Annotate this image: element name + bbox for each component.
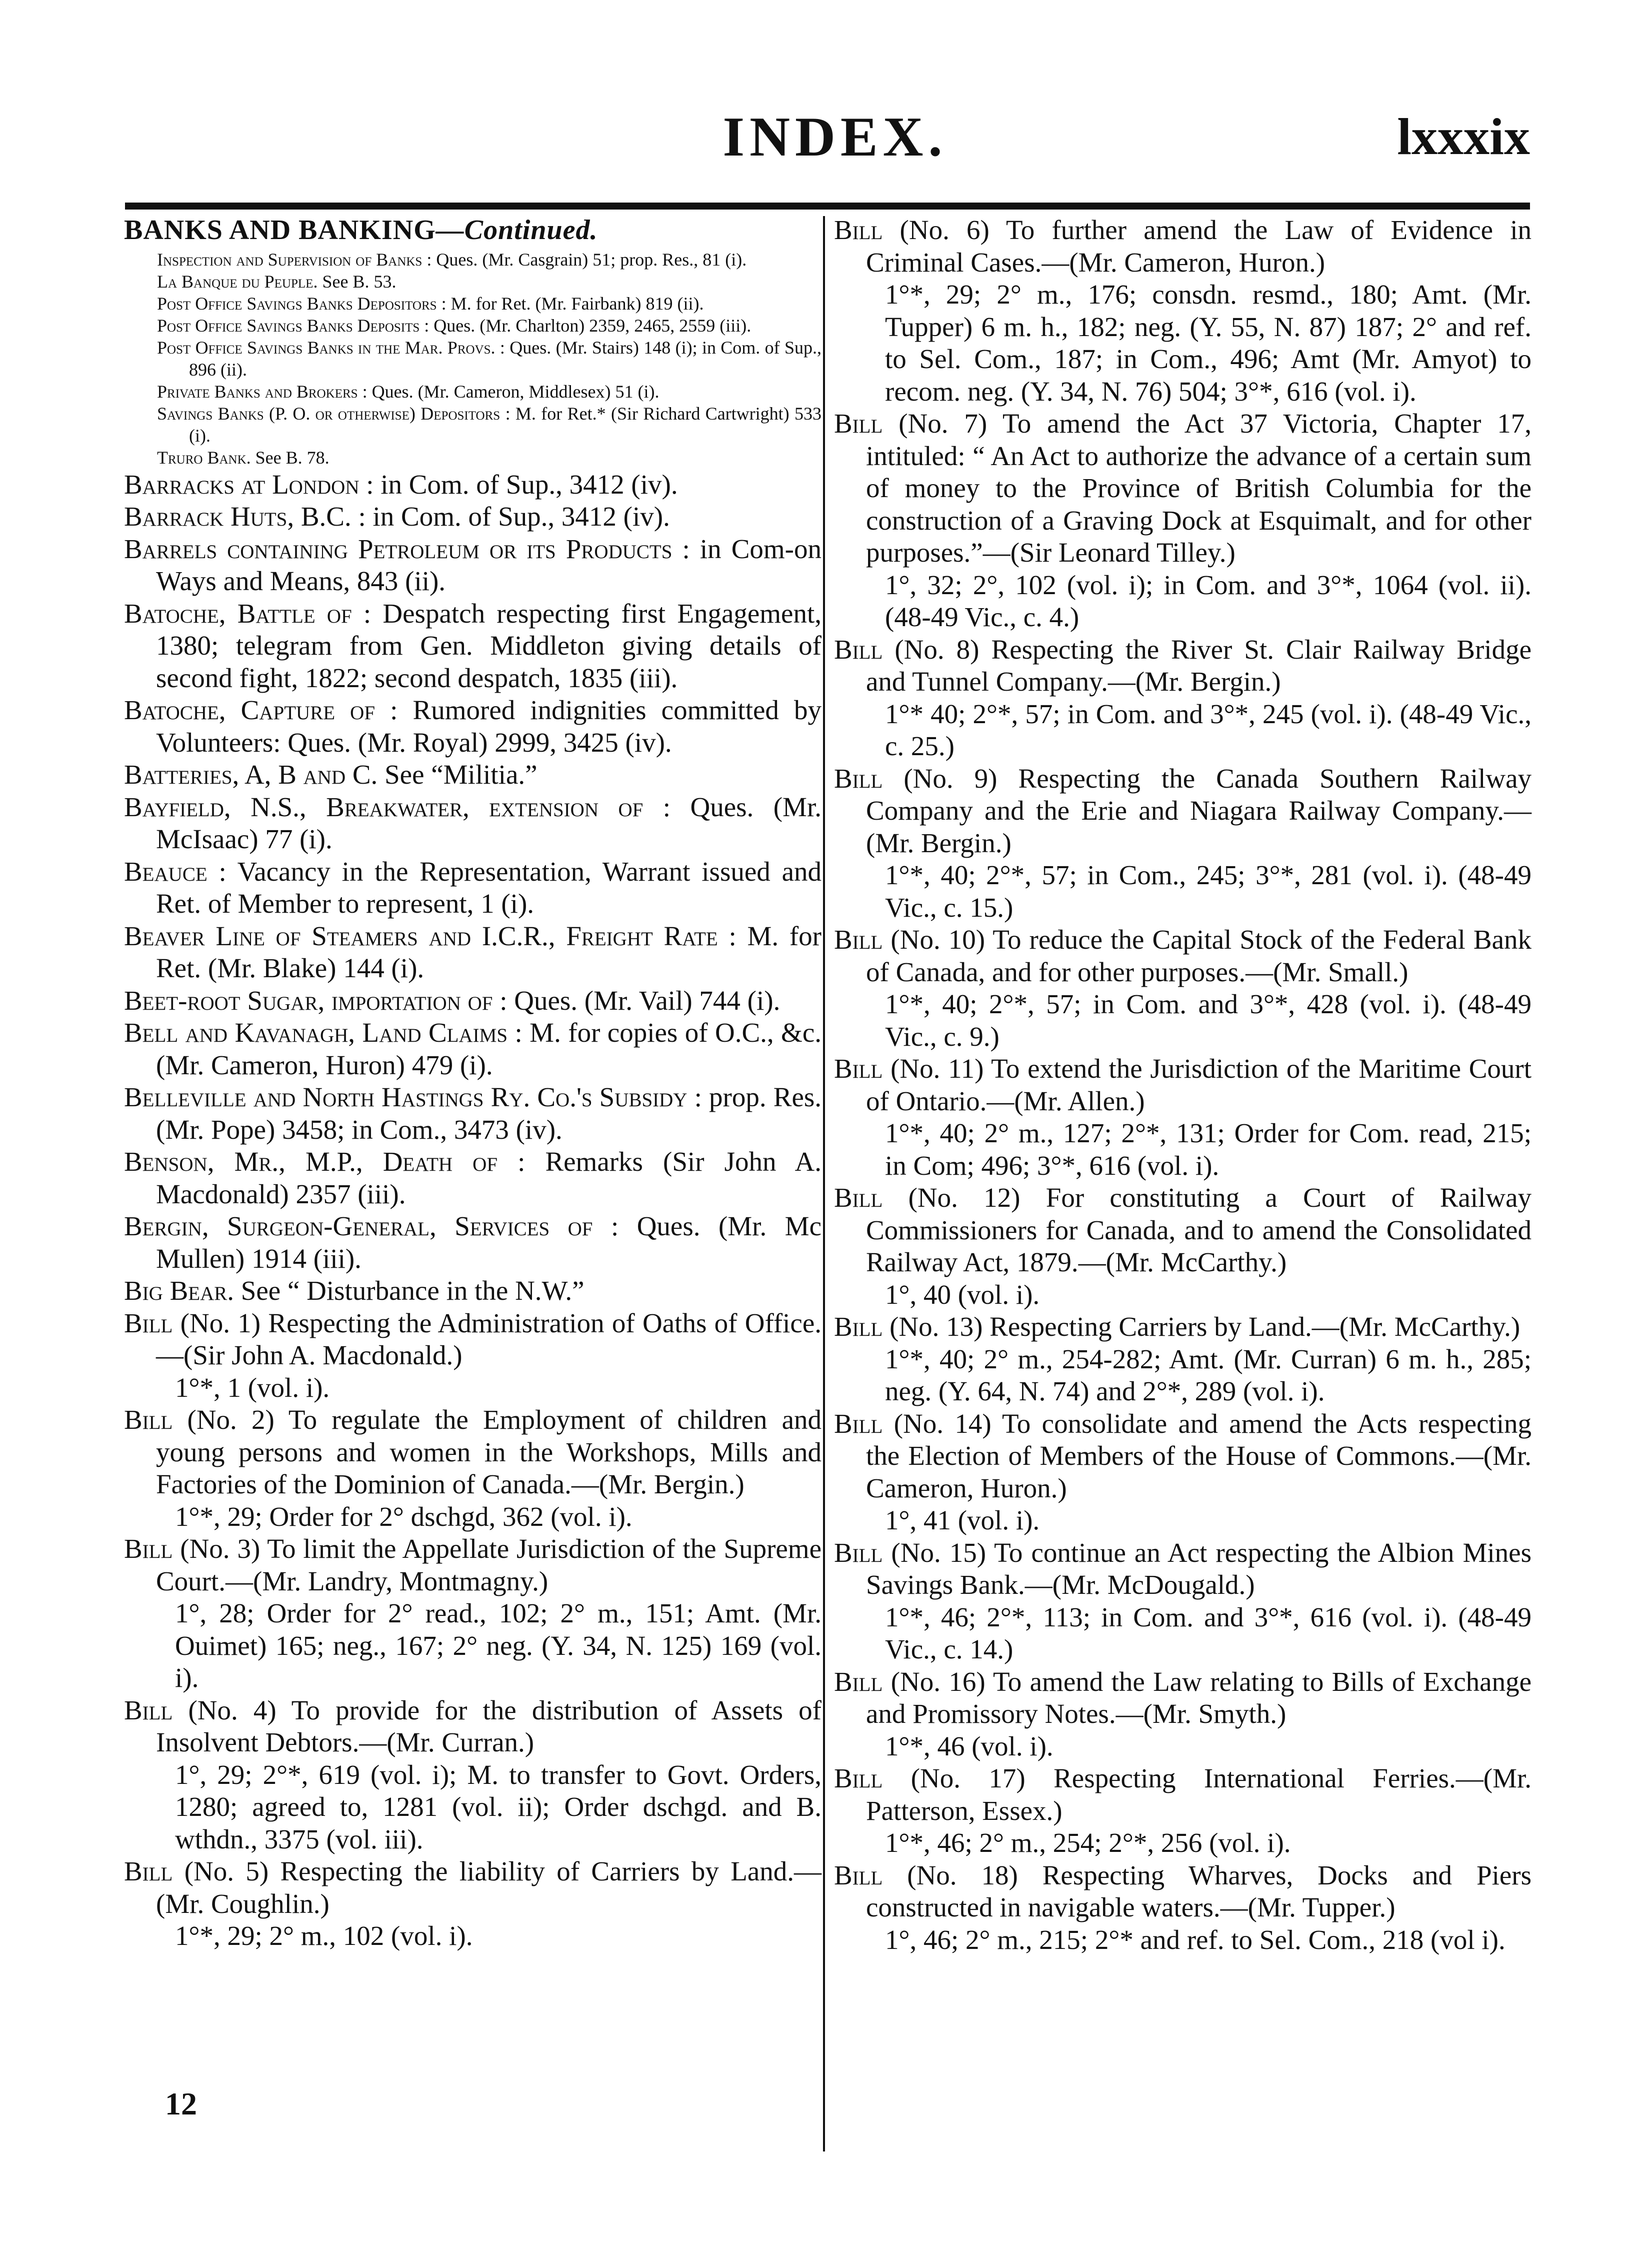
entry-head: Barrels containing Petroleum or its Products — [124, 533, 672, 564]
entry-text: : M. for Ret. (Mr. Fairbank) 819 (ii). — [441, 293, 704, 314]
entry-detail: 1°*, 29; Order for 2° dschgd, 362 (vol. i). — [175, 1501, 632, 1532]
entry-detail: 1°* 40; 2°*, 57; in Com. and 3°*, 245 (vol. i). (48-49 Vic., c. 25.) — [885, 698, 1532, 761]
entry-head: Bill — [834, 1311, 883, 1342]
entry-head: Bill — [124, 1404, 173, 1435]
entry-text: (No. 10) To reduce the Capital Stock of the Federal Bank of Canada, and for other purposes.—(Mr. Small.) — [866, 924, 1532, 987]
entry-head: Big Bear. — [124, 1275, 234, 1306]
entry-text: (No. 8) Respecting the River St. Clair Railway Bridge and Tunnel Company.—(Mr. Bergin.) — [866, 634, 1532, 697]
entry-head: Belleville and North Hastings Ry. Co.'s Subsidy — [124, 1082, 688, 1112]
index-entry — [124, 1210, 822, 1275]
page-title: INDEX. — [722, 106, 948, 168]
entry-detail: 1°*, 46 (vol. i). — [885, 1730, 1054, 1761]
index-entry — [834, 1053, 1532, 1182]
entry-head: Bill — [124, 1307, 173, 1338]
entry-text: : Vacancy in the Representation, Warrant issued and Ret. of Member to represent, 1 (i). — [156, 856, 822, 919]
entry-text: : Ques. (Mr. Vail) 744 (i). — [500, 985, 780, 1016]
entry-head: Bill — [834, 1053, 883, 1084]
entry-detail: 1°, 32; 2°, 102 (vol. i); in Com. and 3°*, 1064 (vol. ii). (48-49 Vic., c. 4.) — [885, 569, 1532, 632]
entry-text: See B. 53. — [322, 271, 396, 292]
entry-text: See B. 78. — [255, 447, 330, 468]
entry-head: Bill — [834, 1763, 883, 1793]
entry-text: : Rumored indignities committed by Volunteers: Ques. (Mr. Royal) 2999, 3425 (iv). — [156, 695, 822, 758]
signature-mark: 12 — [165, 2086, 197, 2121]
column-divider — [823, 216, 825, 2151]
entry-head: Bill — [834, 924, 883, 955]
entry-text: (No. 12) For constituting a Court of Railway Commissioners for Canada, and to amend the Consolidated Railway Act, 1879.—(Mr. McCarthy.) — [866, 1182, 1532, 1277]
entry-head: Bell and Kavanagh, Land Claims — [124, 1017, 508, 1048]
entry-head: Private Banks and Brokers — [157, 381, 358, 402]
entry-text: : in Com. of Sup., 3412 (iv). — [366, 469, 678, 500]
entry-text: (No. 16) To amend the Law relating to Bills of Exchange and Promissory Notes.—(Mr. Smyth.) — [866, 1666, 1532, 1729]
entry-head: Bayfield, N.S., Breakwater, extension of — [124, 791, 644, 822]
entry-text: (No. 11) To extend the Jurisdiction of the Maritime Court of Ontario.—(Mr. Allen.) — [866, 1053, 1532, 1116]
entry-head: Bill — [834, 1537, 883, 1568]
entry-detail: 1°*, 40; 2°*, 57; in Com. and 3°*, 428 (vol. i). (48-49 Vic., c. 9.) — [885, 989, 1532, 1052]
entry-text: : in Com-on Ways and Means, 843 (ii). — [156, 533, 822, 596]
entry-head: Bill — [834, 215, 883, 245]
index-entry — [124, 1146, 822, 1210]
page-number: lxxxix — [1397, 108, 1530, 166]
index-entry — [124, 501, 822, 533]
entry-detail: 1°*, 46; 2°*, 113; in Com. and 3°*, 616 (vol. i). (48-49 Vic., c. 14.) — [885, 1601, 1532, 1664]
entry-head: Bill — [834, 763, 883, 794]
entry-head: Bill — [124, 1533, 173, 1564]
entry-head: Post Office Savings Banks in the Mar. Provs. — [157, 337, 496, 358]
section-heading-continued: —Continued. — [436, 215, 598, 246]
entry-head: Bill — [834, 408, 883, 439]
entry-detail: 1°*, 1 (vol. i). — [175, 1372, 330, 1403]
entry-head: Bill — [834, 1408, 883, 1439]
entry-detail: 1°*, 29; 2° m., 102 (vol. i). — [175, 1920, 473, 1951]
index-entry — [124, 1307, 822, 1404]
index-entry — [124, 694, 822, 759]
entry-text: : Ques. (Mr. Mc Mullen) 1914 (iii). — [156, 1211, 822, 1274]
page-header — [0, 105, 1652, 195]
index-entry — [834, 1537, 1532, 1666]
entry-detail: 1°*, 40; 2° m., 254-282; Amt. (Mr. Curran) 6 m. h., 285; neg. (Y. 64, N. 74) and 2°*, 289 (vol. i). — [885, 1343, 1532, 1406]
entry-head: Barracks at London — [124, 469, 360, 500]
entry-text: : Despatch respecting first Engagement, 1380; telegram from Gen. Middleton giving details of second fight, 1822; second despatch, 1835 (iii). — [156, 598, 822, 693]
entry-head: Batteries, A, B and C. — [124, 759, 378, 790]
entry-text: : M. for Ret. (Mr. Blake) 144 (i). — [156, 920, 822, 983]
entry-text: : Ques. (Mr. Casgrain) 51; prop. Res., 81 (i). — [426, 249, 747, 270]
entry-head: Bill — [834, 1666, 883, 1697]
entry-head: Bill — [834, 634, 883, 665]
entry-text: (No. 5) Respecting the liability of Carriers by Land.—(Mr. Coughlin.) — [156, 1856, 822, 1919]
entry-head: Savings Banks (P. O. or otherwise) Depositors — [157, 403, 500, 424]
index-entry — [834, 634, 1532, 763]
entry-text: (No. 4) To provide for the distribution of Assets of Insolvent Debtors.—(Mr. Curran.) — [156, 1694, 822, 1757]
index-entry — [834, 1859, 1532, 1956]
subentry — [124, 447, 822, 469]
entry-text: : Ques. (Mr. Charlton) 2359, 2465, 2559 (iii). — [424, 315, 752, 336]
header-rule — [125, 203, 1530, 210]
entry-text: : Ques. (Mr. Stairs) 148 (i); in Com. of Sup., 896 (ii). — [189, 337, 822, 380]
entry-head: Beauce — [124, 856, 208, 887]
subentry — [124, 293, 822, 315]
entry-text: (No. 6) To further amend the Law of Evidence in Criminal Cases.—(Mr. Cameron, Huron.) — [866, 215, 1532, 278]
entry-head: Batoche, Capture of — [124, 695, 376, 725]
subentry — [124, 381, 822, 403]
entry-text: (No. 18) Respecting Wharves, Docks and Piers constructed in navigable waters.—(Mr. Tupper.) — [866, 1859, 1532, 1922]
subentry — [124, 315, 822, 337]
entry-text: : Remarks (Sir John A. Macdonald) 2357 (iii). — [156, 1146, 822, 1209]
entry-detail: 1°, 46; 2° m., 215; 2°* and ref. to Sel. Com., 218 (vol i). — [885, 1924, 1506, 1955]
entry-text: See “ Disturbance in the N.W.” — [240, 1275, 584, 1306]
entry-head: Barrack Huts, B.C. — [124, 501, 352, 532]
subentry — [124, 337, 822, 381]
subentry — [124, 271, 822, 293]
index-entry — [124, 598, 822, 695]
entry-head: Bill — [834, 1859, 883, 1890]
entry-text: (No. 3) To limit the Appellate Jurisdiction of the Supreme Court.—(Mr. Landry, Montmagny.) — [156, 1533, 822, 1596]
entry-head: La Banque du Peuple. — [157, 271, 318, 292]
entry-text: : in Com. of Sup., 3412 (iv). — [358, 501, 670, 532]
entry-text: (No. 15) To continue an Act respecting the Albion Mines Savings Bank.—(Mr. McDougald.) — [866, 1537, 1532, 1600]
entry-head: Bill — [124, 1856, 173, 1886]
section-heading-main: BANKS AND BANKING — [124, 215, 436, 246]
entry-head: Inspection and Supervision of Banks — [157, 249, 422, 270]
entry-text: : M. for copies of O.C., &c. (Mr. Cameron, Huron) 479 (i). — [156, 1017, 822, 1080]
index-entry — [834, 924, 1532, 1053]
index-entry — [834, 1311, 1532, 1408]
index-entry — [124, 1533, 822, 1694]
index-entry — [834, 1666, 1532, 1763]
entry-text: (No. 1) Respecting the Administration of Oaths of Office.—(Sir John A. Macdonald.) — [156, 1307, 822, 1370]
entry-head: Beet-root Sugar, importation of — [124, 985, 493, 1016]
entry-head: Post Office Savings Banks Depositors — [157, 293, 437, 314]
index-entry — [834, 1182, 1532, 1311]
entry-text: : M. for Ret.* (Sir Richard Cartwright) 533 (i). — [189, 403, 822, 446]
entry-detail: 1°, 28; Order for 2° read., 102; 2° m., 151; Amt. (Mr. Ouimet) 165; neg., 167; 2° neg. (Y. 34, N. 125) 169 (vol. i). — [175, 1598, 822, 1693]
entry-detail: 1°, 41 (vol. i). — [885, 1505, 1040, 1535]
entry-text: (No. 13) Respecting Carriers by Land.—(Mr. McCarthy.) — [890, 1311, 1520, 1342]
index-entry — [124, 1694, 822, 1856]
index-entry — [124, 1081, 822, 1146]
entry-detail: 1°*, 40; 2° m., 127; 2°*, 131; Order for Com. read, 215; in Com; 496; 3°*, 616 (vol. i). — [885, 1118, 1532, 1181]
left-column — [124, 214, 822, 1952]
entry-detail: 1°*, 40; 2°*, 57; in Com., 245; 3°*, 281 (vol. i). (48-49 Vic., c. 15.) — [885, 860, 1532, 923]
index-entry — [124, 533, 822, 598]
entry-head: Beaver Line of Steamers and I.C.R., Freight Rate — [124, 920, 718, 951]
index-entry — [124, 1017, 822, 1081]
section-heading — [124, 214, 822, 247]
entry-text: : Ques. (Mr. Cameron, Middlesex) 51 (i). — [362, 381, 660, 402]
entry-head: Bill — [124, 1694, 173, 1725]
entry-list-right — [834, 214, 1532, 1956]
index-entry — [124, 1275, 822, 1307]
entry-head: Bill — [834, 1182, 883, 1213]
index-entry — [124, 469, 822, 501]
index-entry — [124, 1855, 822, 1952]
entry-list-left — [124, 469, 822, 1952]
entry-head: Benson, Mr., M.P., Death of — [124, 1146, 498, 1177]
index-entry — [834, 763, 1532, 924]
index-entry — [124, 759, 822, 791]
index-entry — [124, 920, 822, 985]
entry-detail: 1°, 40 (vol. i). — [885, 1279, 1040, 1310]
entry-text: (No. 7) To amend the Act 37 Victoria, Chapter 17, intituled: “ An Act to authorize the advance of a certain sum of money to the Province of British Columbia for the construction of a Graving Dock at Esquimalt, and for other purposes.”—(Sir Leonard Tilley.) — [866, 408, 1532, 568]
entry-head: Batoche, Battle of — [124, 598, 352, 629]
right-column — [834, 214, 1532, 1956]
entry-text: (No. 9) Respecting the Canada Southern Railway Company and the Erie and Niagara Railway Company.—(Mr. Bergin.) — [866, 763, 1532, 858]
entry-head: Truro Bank. — [157, 447, 251, 468]
index-entry — [834, 214, 1532, 408]
index-entry — [834, 408, 1532, 634]
index-entry — [834, 1762, 1532, 1859]
entry-head: Post Office Savings Banks Deposits — [157, 315, 420, 336]
entry-detail: 1°*, 29; 2° m., 176; consdn. resmd., 180; Amt. (Mr. Tupper) 6 m. h., 182; neg. (Y. 55, N. 87) 187; 2° and ref. to Sel. Com., 187; in Com., 496; Amt (Mr. Amyot) to recom. neg. (Y. 34, N. 76) 504; 3°*, 616 (vol. i). — [885, 279, 1532, 407]
index-entry — [124, 985, 822, 1017]
index-entry — [124, 1404, 822, 1533]
entry-text: (No. 2) To regulate the Employment of children and young persons and women in the Workshops, Mills and Factories of the Dominion of Canada.—(Mr. Bergin.) — [156, 1404, 822, 1499]
subentry — [124, 249, 822, 271]
entry-text: : Ques. (Mr. McIsaac) 77 (i). — [156, 791, 822, 854]
entry-text: (No. 14) To consolidate and amend the Acts respecting the Election of Members of the House of Commons.—(Mr. Cameron, Huron.) — [866, 1408, 1532, 1503]
entry-text: See “Militia.” — [384, 759, 538, 790]
subentry-list — [124, 249, 822, 469]
index-entry — [124, 791, 822, 856]
entry-head: Bergin, Surgeon-General, Services of — [124, 1211, 593, 1241]
entry-detail: 1°*, 46; 2° m., 254; 2°*, 256 (vol. i). — [885, 1827, 1291, 1858]
entry-text: : prop. Res. (Mr. Pope) 3458; in Com., 3473 (iv). — [156, 1082, 822, 1145]
subentry — [124, 403, 822, 447]
entry-detail: 1°, 29; 2°*, 619 (vol. i); M. to transfer to Govt. Orders, 1280; agreed to, 1281 (vol. ii); Order dschgd. and B. wthdn., 3375 (vol. iii). — [175, 1759, 822, 1854]
index-entry — [834, 1408, 1532, 1537]
entry-text: (No. 17) Respecting International Ferries.—(Mr. Patterson, Essex.) — [866, 1763, 1532, 1826]
index-entry — [124, 856, 822, 920]
